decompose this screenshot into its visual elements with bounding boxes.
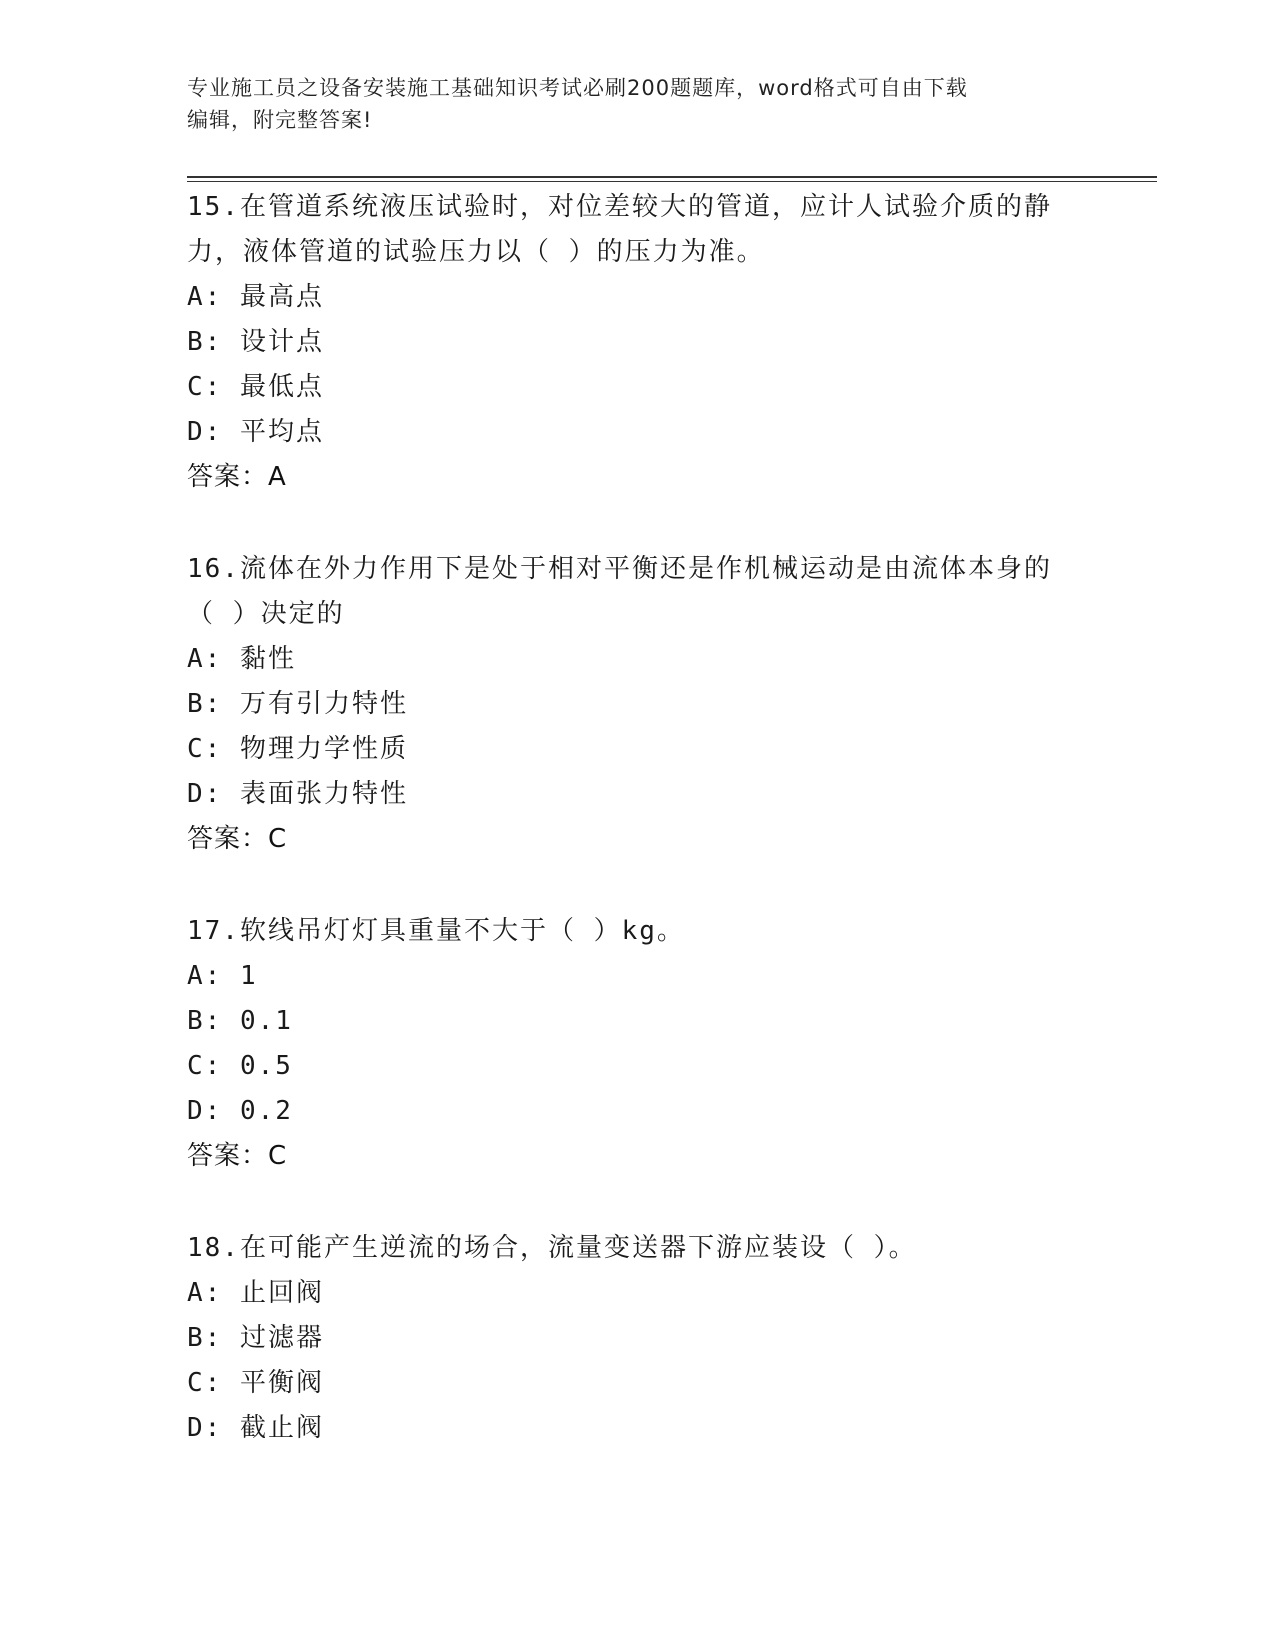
question-text-line: 18.在可能产生逆流的场合，流量变送器下游应装设（ ）。: [187, 1233, 917, 1263]
answer: 答案：C: [187, 824, 288, 854]
option-b: B: 0.1: [187, 1006, 293, 1036]
option-b: B: 设计点: [187, 327, 324, 357]
option-c: C: 平衡阀: [187, 1368, 324, 1398]
answer: 答案：A: [187, 462, 287, 492]
question-18: [187, 1226, 1087, 1451]
option-b: B: 万有引力特性: [187, 689, 408, 719]
option-c: C: 0.5: [187, 1051, 293, 1081]
option-a: A: 止回阀: [187, 1278, 324, 1308]
option-b: B: 过滤器: [187, 1323, 324, 1353]
option-a: A: 最高点: [187, 282, 324, 312]
answer: 答案：C: [187, 1141, 288, 1171]
option-a: A: 黏性: [187, 644, 296, 674]
question-16: [187, 547, 1087, 862]
option-d: D: 表面张力特性: [187, 779, 408, 809]
option-d: D: 平均点: [187, 417, 324, 447]
question-text-line: 力，液体管道的试验压力以（ ）的压力为准。: [187, 237, 765, 267]
question-text-line: 15.在管道系统液压试验时，对位差较大的管道，应计人试验介质的静: [187, 192, 1052, 222]
question-15: [187, 185, 1087, 500]
option-a: A: 1: [187, 961, 258, 991]
question-text-line: 17.软线吊灯灯具重量不大于（ ）kg。: [187, 916, 685, 946]
question-text-line: 16.流体在外力作用下是处于相对平衡还是作机械运动是由流体本身的: [187, 554, 1052, 584]
header-line-2: 编辑，附完整答案!: [187, 108, 373, 132]
question-text-line: （ ）决定的: [187, 599, 345, 629]
option-c: C: 最低点: [187, 372, 324, 402]
header-line-1: 专业施工员之设备安装施工基础知识考试必刷200题题库，word格式可自由下载: [187, 76, 968, 100]
header-rule-thick: [187, 176, 1157, 178]
option-d: D: 0.2: [187, 1096, 293, 1126]
option-d: D: 截止阀: [187, 1413, 324, 1443]
document-header: [187, 72, 1087, 136]
option-c: C: 物理力学性质: [187, 734, 408, 764]
header-rule-thin: [187, 181, 1157, 182]
question-17: [187, 909, 1087, 1179]
